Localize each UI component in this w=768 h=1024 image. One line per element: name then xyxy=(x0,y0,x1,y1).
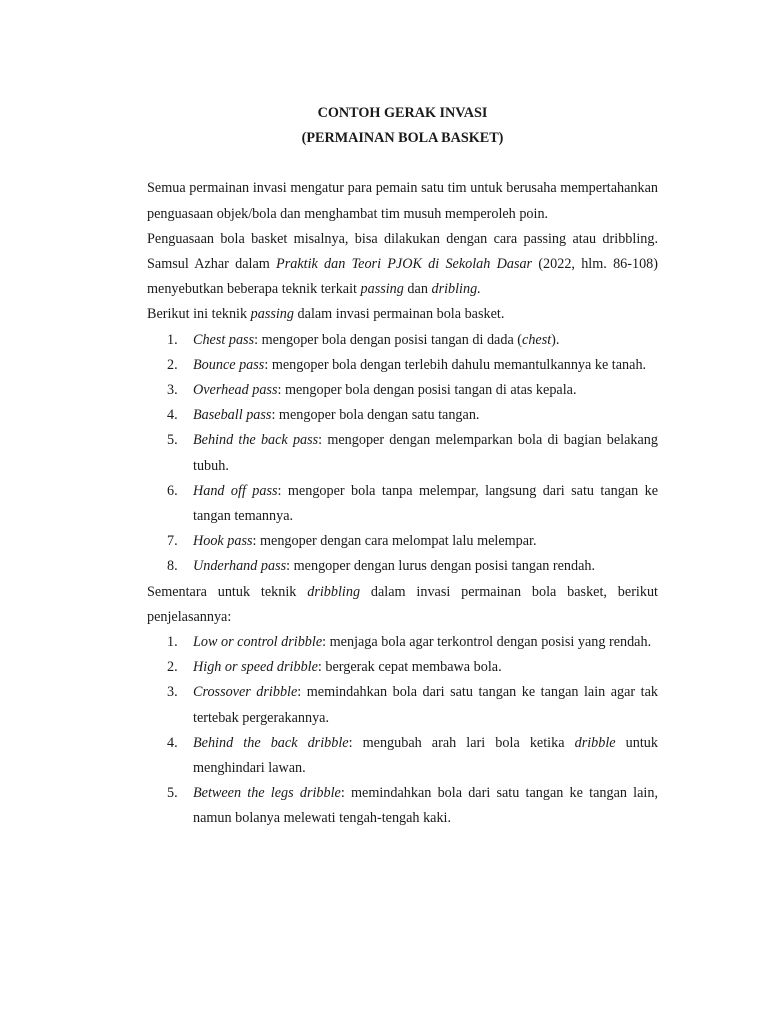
document-page xyxy=(147,101,658,832)
list-item xyxy=(147,731,658,781)
list-term: Overhead pass xyxy=(193,382,278,399)
list-item xyxy=(147,529,658,554)
passing-intro-paragraph xyxy=(147,302,658,327)
list-number: 3. xyxy=(167,684,178,701)
list-item xyxy=(147,479,658,529)
passing-dribbling-paragraph xyxy=(147,227,658,303)
list-number: 6. xyxy=(167,482,178,499)
dribbling-intro-paragraph xyxy=(147,580,658,630)
list-description: : bergerak cepat membawa bola. xyxy=(317,659,502,676)
term-passing: passing xyxy=(360,281,404,298)
paragraph-text: Sementara untuk teknik xyxy=(147,583,308,600)
list-description: : mengoper bola dengan posisi tangan di atas kepala. xyxy=(277,382,577,399)
list-description: : mengoper bola dengan posisi tangan di dada ( xyxy=(254,331,523,348)
paragraph-text: Berikut ini teknik xyxy=(147,306,251,323)
list-term: dribble xyxy=(574,734,616,751)
list-number: 3. xyxy=(167,382,178,399)
list-term: Underhand pass xyxy=(193,558,287,575)
dribble-list xyxy=(147,630,658,832)
list-description: : mengoper dengan cara melompat lalu melempar. xyxy=(252,533,537,550)
term-dribling: dribling. xyxy=(431,281,481,298)
list-description: ). xyxy=(551,331,560,348)
list-term: Between the legs dribble xyxy=(193,785,341,802)
list-term: Crossover dribble xyxy=(193,684,298,701)
list-item xyxy=(147,353,658,378)
list-description: : mengoper bola dengan satu tangan. xyxy=(271,407,480,424)
list-item xyxy=(147,655,658,680)
list-number: 7. xyxy=(167,533,178,550)
list-term: chest xyxy=(522,331,552,348)
list-item xyxy=(147,428,658,478)
list-description: : mengubah arah lari bola ketika xyxy=(348,734,575,751)
list-number: 8. xyxy=(167,558,178,575)
list-number: 5. xyxy=(167,432,178,449)
book-title: Praktik dan Teori PJOK di Sekolah Dasar xyxy=(276,256,533,273)
list-description: : mengoper dengan lurus dengan posisi tangan rendah. xyxy=(286,558,596,575)
list-item xyxy=(147,403,658,428)
list-term: Hand off pass xyxy=(193,482,278,499)
list-term: Chest pass xyxy=(193,331,255,348)
list-item xyxy=(147,554,658,579)
term-dribbling: dribbling xyxy=(307,583,361,600)
list-item xyxy=(147,680,658,730)
list-term: Bounce pass xyxy=(193,356,265,373)
list-term: High or speed dribble xyxy=(193,659,318,676)
paragraph-text: dalam invasi permainan bola basket, berikut penjelasannya: xyxy=(147,583,658,625)
list-term: Baseball pass xyxy=(193,407,272,424)
list-description: : memindahkan bola dari satu tangan ke tangan lain, namun bolanya melewati tengah-tengah kaki. xyxy=(193,785,658,827)
list-item xyxy=(147,378,658,403)
list-number: 1. xyxy=(167,634,178,651)
document-title: CONTOH GERAK INVASI xyxy=(317,105,488,121)
list-number: 4. xyxy=(167,407,178,424)
list-number: 4. xyxy=(167,734,178,751)
list-term: Hook pass xyxy=(193,533,253,550)
list-term: Behind the back dribble xyxy=(193,734,349,751)
term-passing: passing xyxy=(250,306,294,323)
list-description: : memindahkan bola dari satu tangan ke tangan lain agar tak tertebak pergerakannya. xyxy=(193,684,658,726)
paragraph-text: (2022, hlm. 86-108) menyebutkan beberapa teknik terkait xyxy=(147,256,658,298)
list-item xyxy=(147,630,658,655)
list-number: 1. xyxy=(167,331,178,348)
list-item xyxy=(147,781,658,831)
paragraph-text: Penguasaan bola basket misalnya, bisa dilakukan dengan cara passing atau dribbling. Samsul Azhar dalam xyxy=(147,230,658,273)
list-description: : mengoper dengan melemparkan bola di bagian belakang tubuh. xyxy=(193,432,658,474)
intro-paragraph: Semua permainan invasi mengatur para pemain satu tim untuk berusaha mempertahankan penguasaan objek/bola dan menghambat tim musuh memperoleh poin. xyxy=(147,180,658,222)
list-description: : mengoper bola tanpa melempar, langsung dari satu tangan ke tangan temannya. xyxy=(193,482,659,525)
list-term: Behind the back pass xyxy=(193,432,319,449)
list-number: 5. xyxy=(167,785,178,802)
list-description: : menjaga bola agar terkontrol dengan posisi yang rendah. xyxy=(322,634,652,651)
passing-list xyxy=(147,328,658,580)
paragraph-text: dan xyxy=(403,281,432,298)
document-subtitle: (PERMAINAN BOLA BASKET) xyxy=(301,130,504,147)
list-description: : mengoper bola dengan terlebih dahulu memantulkannya ke tanah. xyxy=(264,356,647,373)
paragraph-text: dalam invasi permainan bola basket. xyxy=(294,306,505,323)
list-number: 2. xyxy=(167,659,178,676)
list-item xyxy=(147,328,658,353)
list-number: 2. xyxy=(167,356,178,373)
list-term: Low or control dribble xyxy=(193,634,323,651)
list-description: untuk menghindari lawan. xyxy=(193,734,658,777)
